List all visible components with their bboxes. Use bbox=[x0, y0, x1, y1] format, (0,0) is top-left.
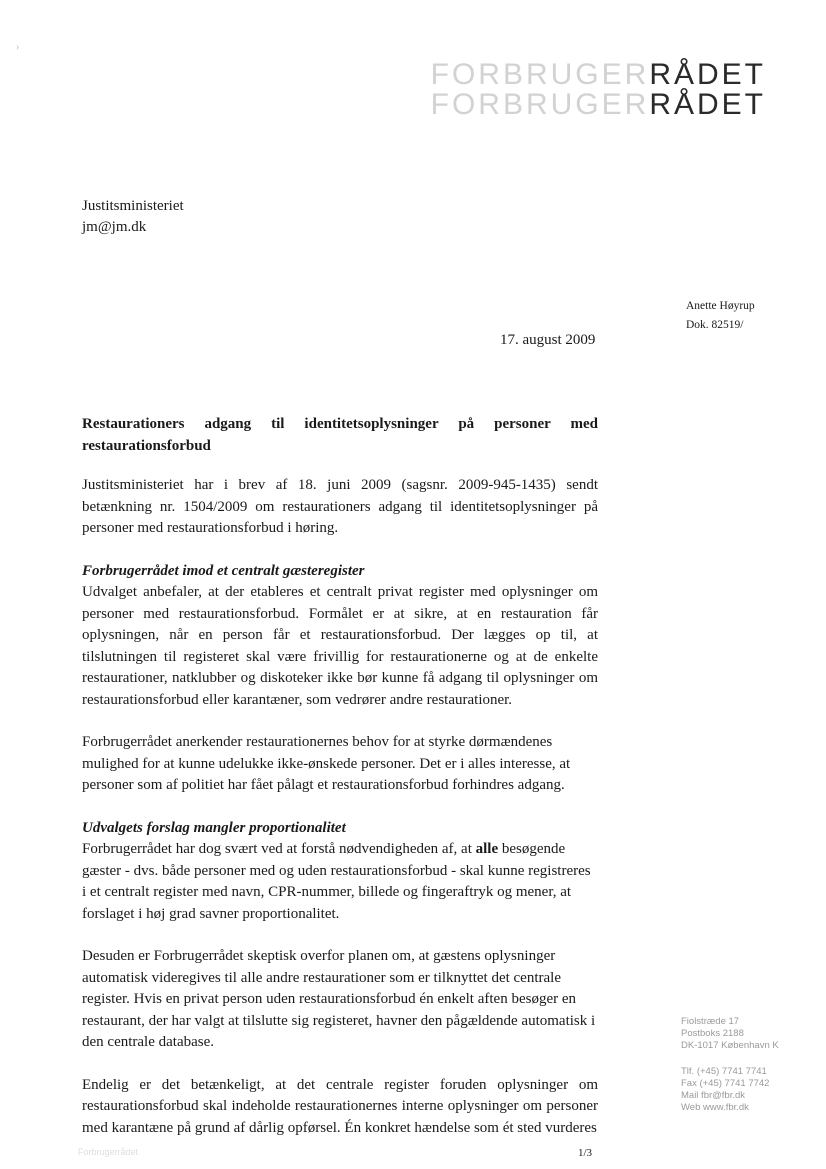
section-1-paragraph-1: Udvalget anbefaler, at der etableres et centralt privat register med oplysninger om personer med restaurationsforbud. Formålet er at sikre, at en restauration får oplysningen, når en person får et restaurationsforbud. Der lægges op til, at tilslutningen til registeret skal være frivillig for restaurationerne og at de enkelte restaurationer, natklubber og diskoteker ikke bør kunne få adgang til oplysninger om restaurationsforbud eller karantæner, som vedrører andre restaurationer. bbox=[82, 584, 598, 708]
letter-body bbox=[82, 414, 598, 1160]
recipient-name: Justitsministeriet bbox=[82, 198, 184, 214]
section-2-p1-before: Forbrugerrådet har dog svært ved at forstå nødvendigheden af, at bbox=[82, 841, 476, 857]
footer-mark: Forbrugerrådet bbox=[78, 1147, 139, 1157]
letter-heading: Restaurationers adgang til identitetsoplysninger på personer med restaurationsforbud bbox=[82, 416, 598, 454]
address-fax: Fax (+45) 7741 7742 bbox=[681, 1078, 770, 1089]
section-2-p1-bold: alle bbox=[475, 841, 499, 857]
section-1-paragraph-2: Forbrugerrådet anerkender restaurationernes behov for at styrke dørmændenes mulighed for at kunne udelukke ikke-ønskede personer. Det er i alles interesse, at personer som af politiet har fået pålagt et restaurationsforbud forhindres adgang. bbox=[82, 734, 571, 793]
section-2-paragraph-2: Desuden er Forbrugerrådet skeptisk overfor planen om, at gæstens oplysninger automatisk videregives til alle andre restaurationer som er tilknyttet det centrale register. Hvis en privat person uden restaurationsforbud én enkelt aften besøger en restaurant, der har valgt at tilslutte sig registeret, havner den pågældende automatisk i den centrale database. bbox=[82, 948, 596, 1050]
forbrugerraadet-logo bbox=[431, 60, 766, 120]
address-mail: Mail fbr@fbr.dk bbox=[681, 1090, 746, 1101]
logo-line-1 bbox=[431, 60, 766, 90]
sender-name: Anette Høyrup bbox=[686, 300, 755, 312]
section-2 bbox=[82, 818, 598, 926]
address-tel: Tlf. (+45) 7741 7741 bbox=[681, 1066, 767, 1077]
page-number: 1/3 bbox=[578, 1147, 593, 1159]
document-number: Dok. 82519/ bbox=[686, 319, 744, 331]
logo-line-1-strong: RÅDET bbox=[649, 58, 766, 91]
section-2-title: Udvalgets forslag mangler proportionalitet bbox=[82, 819, 346, 836]
address-gap bbox=[681, 1052, 779, 1066]
section-2-paragraph-3: Endelig er det betænkeligt, at det centrale register foruden oplysninger om restaurationsforbud skal indeholde restaurationernes interne oplysninger om personer med karantæne på grund af dårlig opførsel. Én konkret hændelse som ét sted vurderes bbox=[82, 1076, 598, 1136]
logo-line-2-strong: RÅDET bbox=[649, 88, 766, 121]
address-block bbox=[681, 1016, 779, 1114]
section-1 bbox=[82, 561, 598, 712]
logo-line-2 bbox=[431, 90, 766, 120]
address-pobox: Postboks 2188 bbox=[681, 1028, 744, 1039]
logo-line-2-faded: FORBRUGER bbox=[430, 88, 650, 121]
scan-mark: › bbox=[16, 42, 20, 53]
recipient-block bbox=[82, 196, 184, 238]
recipient-email: jm@jm.dk bbox=[82, 219, 147, 235]
logo-line-1-faded: FORBRUGER bbox=[430, 58, 650, 91]
section-1-title: Forbrugerrådet imod et centralt gæsteregister bbox=[82, 562, 365, 579]
address-web: Web www.fbr.dk bbox=[681, 1102, 749, 1113]
section-2-paragraph-1 bbox=[82, 839, 598, 925]
section-2-p1-after: besøgende gæster - dvs. både personer med og uden restaurationsforbud - skal kunne registreres i et centralt register med navn, CPR-nummer, billede og fingeraftryk og mener, at forslaget i høj grad savner proportionalitet. bbox=[82, 841, 591, 922]
address-street: Fiolstræde 17 bbox=[681, 1016, 740, 1027]
intro-paragraph: Justitsministeriet har i brev af 18. juni 2009 (sagsnr. 2009-945-1435) sendt betænkning nr. 1504/2009 om restaurationers adgang til identitetsoplysninger på personer med restaurationsforbud i høring. bbox=[82, 477, 598, 536]
sender-block bbox=[686, 297, 755, 335]
address-city: DK-1017 København K bbox=[681, 1040, 779, 1051]
letter-date: 17. august 2009 bbox=[500, 332, 596, 348]
